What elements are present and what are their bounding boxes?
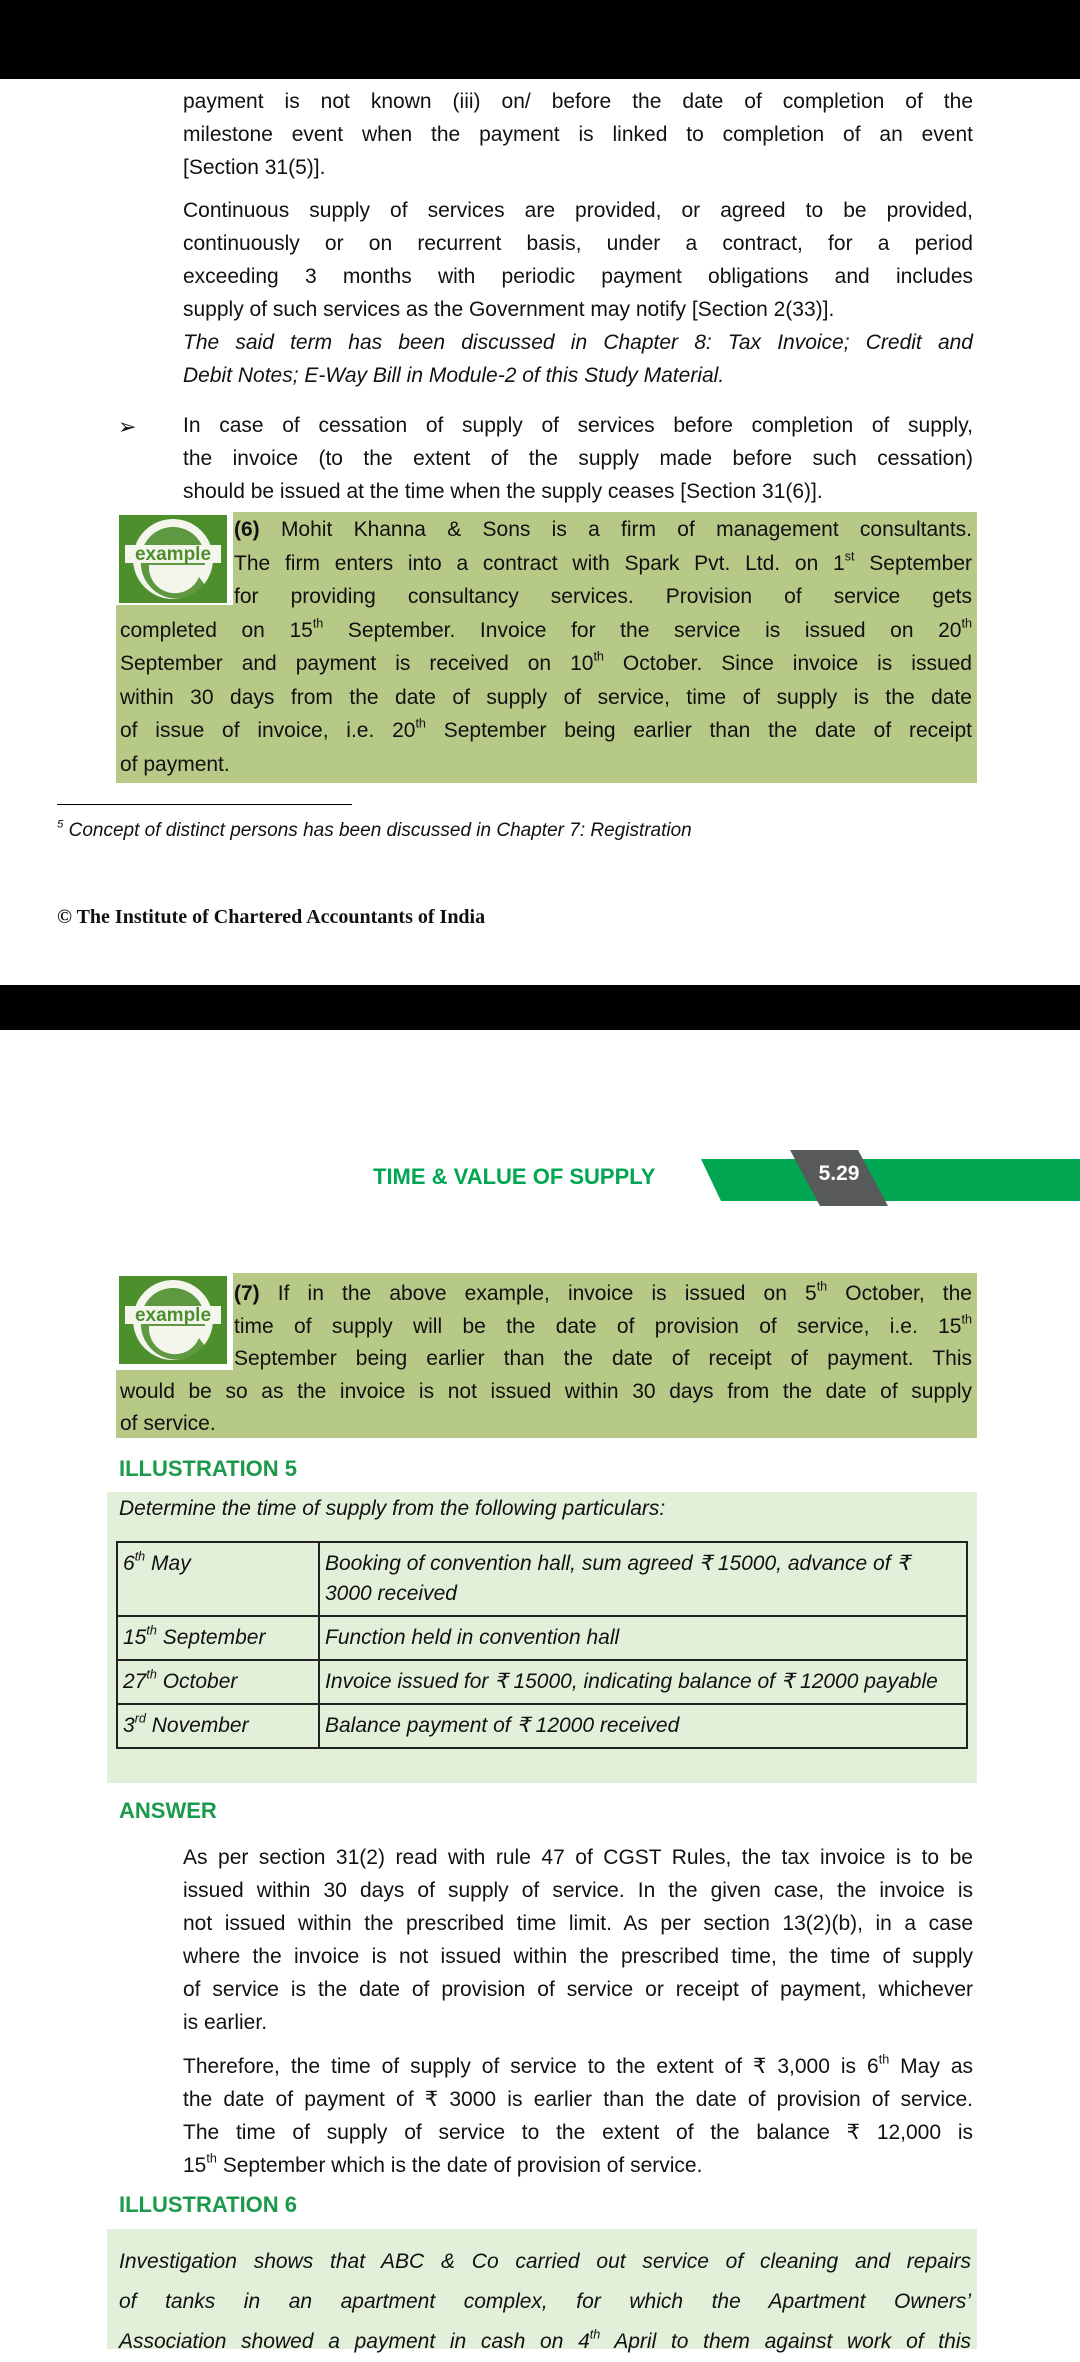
text-line: As per section 31(2) read with rule 47 of CGST Rules, the tax invoice is to be [183,1846,973,1869]
text-line: 15th September which is the date of provision of service. [183,2151,703,2177]
illustration-5-question: Determine the time of supply from the following particulars: [119,1497,666,1520]
superscript: th [146,1667,157,1682]
text-line: where the invoice is not issued within the prescribed time, the time of supply [183,1945,973,1968]
table-row [117,1704,967,1748]
table-row [117,1542,967,1616]
superscript: th [146,1623,157,1638]
example-line: completed on 15th September. Invoice for the service is issued on 20th [120,616,972,642]
event-cell: Booking of convention hall, sum agreed ₹ 15000, advance of ₹ 3000 received [319,1542,967,1616]
footnote-divider [57,804,352,805]
illustration-5-heading: ILLUSTRATION 5 [119,1456,298,1481]
event-cell: Invoice issued for ₹ 15000, indicating balance of ₹ 12000 payable [319,1660,967,1704]
text-line: the invoice (to the extent of the supply made before such cessation) [183,447,973,470]
superscript: st [844,549,855,564]
example-6-text [120,513,972,781]
example-line: September and payment is received on 10th October. Since invoice is issued [120,649,972,675]
text-line: issued within 30 days of supply of service. In the given case, the invoice is [183,1879,973,1902]
example-number: (7) [234,1282,260,1305]
answer-paragraph-2 [183,2050,973,2182]
answer-heading: ANSWER [119,1798,217,1823]
text-line: the date of payment of ₹ 3000 is earlier than the date of provision of service. [183,2088,973,2111]
table-row [117,1616,967,1660]
example-line: would be so as the invoice is not issued within 30 days from the date of supply [120,1379,972,1403]
example-line [234,513,972,547]
text-line: should be issued at the time when the supply ceases [Section 31(6)]. [183,480,823,503]
paragraph-continuous-supply [183,194,973,326]
superscript: th [206,2151,217,2166]
superscript: th [961,1312,972,1327]
text-line: payment is not known (iii) on/ before the date of completion of the [183,90,973,113]
superscript: th [415,716,426,731]
date-cell: 15th September [117,1616,319,1660]
superscript: th [878,2052,890,2067]
text-line: not issued within the prescribed time limit. As per section 13(2)(b), in a case [183,1912,973,1935]
top-black-bar [0,0,1080,79]
example-text: Mohit Khanna & Sons is a firm of management consultants. [259,518,972,541]
text-line: supply of such services as the Government may notify [Section 2(33)]. [183,298,835,321]
superscript: th [134,1549,146,1564]
superscript: th [589,2327,601,2342]
illustration-line: Association showed a payment in cash on 4th April to them against work of this [119,2327,971,2353]
text-line: of service is the date of provision of service or receipt of payment, whichever [183,1978,973,2001]
example-line: of payment. [120,752,230,776]
illustration-line: of tanks in an apartment complex, for which the Apartment Owners’ [119,2290,971,2313]
paragraph-milestone [183,85,973,184]
illustration-6-text [119,2242,971,2362]
event-cell: Balance payment of ₹ 12000 received [319,1704,967,1748]
page-break-bar [0,985,1080,1030]
event-cell: Function held in convention hall [319,1616,967,1660]
illustration-line: Investigation shows that ABC & Co carried out service of cleaning and repairs [119,2250,971,2273]
example-7-text [120,1278,972,1441]
superscript: th [961,616,972,631]
illustration-6-heading: ILLUSTRATION 6 [119,2192,298,2217]
svg-text:example: example [134,544,212,565]
superscript: th [312,616,324,631]
superscript: 5 [57,818,64,831]
svg-text:example: example [134,1305,212,1326]
particulars-table [116,1541,968,1749]
example-line: of issue of invoice, i.e. 20th September being earlier than the date of receipt [120,716,972,742]
example-line: of service. [120,1412,216,1435]
answer-paragraph-1 [183,1841,973,2039]
paragraph-cessation [183,409,973,508]
text-line: Therefore, the time of supply of service to the extent of ₹ 3,000 is 6th May as [183,2052,974,2078]
text-line: In case of cessation of supply of services before completion of supply, [183,414,973,437]
text-line: milestone event when the payment is linked to completion of an event [183,123,973,146]
superscript: th [816,1279,828,1294]
superscript: th [593,649,604,664]
text-line: The said term has been discussed in Chapter 8: Tax Invoice; Credit and [183,331,973,354]
copyright: © The Institute of Chartered Accountants of India [57,906,486,928]
running-title: TIME & VALUE OF SUPPLY [373,1164,656,1189]
bullet-arrow-icon: ➢ [118,414,137,439]
example-line [234,1278,972,1311]
example-line: The firm enters into a contract with Spark Pvt. Ltd. on 1st September [234,549,972,575]
paragraph-continuous-supply-note [183,326,973,392]
page-number: 5.29 [818,1162,860,1185]
example-line: September being earlier than the date of receipt of payment. This [234,1347,972,1370]
text-line: The time of supply of service to the extent of the balance ₹ 12,000 is [183,2121,973,2144]
example-number: (6) [234,518,260,541]
footnote: $^5$ Concept of distinct persons has been discussed in Chapter 7: Registration [57,818,692,841]
example-line: time of supply will be the date of provision of service, i.e. 15th [234,1312,972,1338]
date-cell: 6th May [117,1542,319,1616]
date-cell: 3rd November [117,1704,319,1748]
text-line: is earlier. [183,2011,268,2034]
date-cell: 27th October [117,1660,319,1704]
superscript: rd [134,1711,146,1726]
example-line: for providing consultancy services. Provision of service gets [234,585,972,608]
example-text: If in the above example, invoice is issued on 5th October, the [259,1279,972,1305]
text-line: exceeding 3 months with periodic payment obligations and includes [183,265,973,288]
text-line: continuously or on recurrent basis, under a contract, for a period [183,232,973,255]
table-row [117,1660,967,1704]
green-band [701,1159,1080,1201]
text-line: [Section 31(5)]. [183,156,326,179]
text-line: Debit Notes; E-Way Bill in Module-2 of this Study Material. [183,364,725,387]
text-line: Continuous supply of services are provided, or agreed to be provided, [183,199,973,222]
example-line: within 30 days from the date of supply of service, time of supply is the date [120,685,972,709]
